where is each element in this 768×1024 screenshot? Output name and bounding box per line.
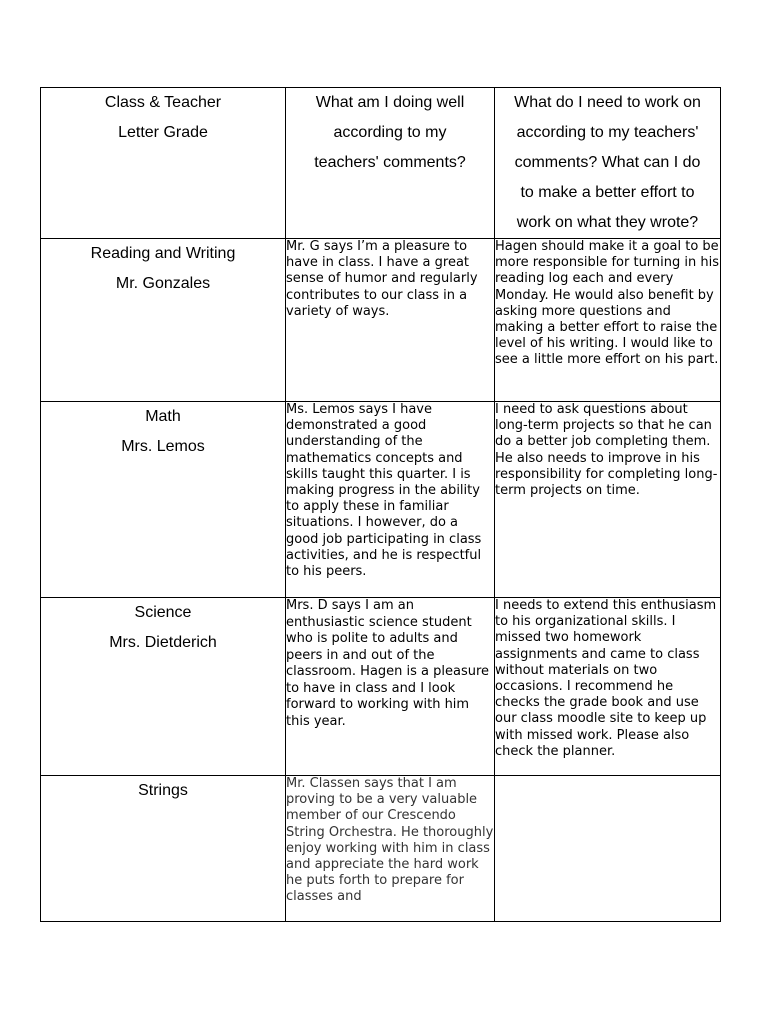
header-class-teacher-line: Class & Teacher (104, 94, 222, 111)
work-on-comment: I need to ask questions about long-term projects so that he can do a better job completing them. He also needs to improve in his responsibility for completing long-term projects on time. (495, 402, 721, 598)
subject-cell (41, 239, 286, 402)
header-doing-well (286, 88, 495, 239)
header-class-teacher (41, 88, 286, 239)
work-on-comment (495, 776, 721, 922)
doing-well-comment: Mrs. D says I am an enthusiastic science student who is polite to adults and peers in and out of the classroom. Hagen is a pleasure to have in class and I look forward to working with him this year. (286, 598, 495, 776)
header-work-on-line-1: What do I need to work on (514, 94, 701, 111)
subject-name: Math (145, 408, 181, 425)
work-on-comment: Hagen should make it a goal to be more responsible for turning in his reading log each and every Monday. He would also benefit by asking more questions and making a better effort to raise the level of his writing. I would like to see a little more effort on his part. (495, 239, 721, 402)
subject-cell (41, 598, 286, 776)
subject-name: Reading and Writing (90, 245, 236, 262)
header-work-on-line-4: to make a better effort to (520, 184, 695, 201)
header-doing-well-line-3: teachers' comments? (314, 154, 466, 171)
doing-well-comment: Mr. Classen says that I am proving to be a very valuable member of our Crescendo String Orchestra. He thoroughly enjoy working with him in class and appreciate the hard work he puts forth to prepare for classes and (286, 776, 495, 922)
header-work-on-line-2: according to my teachers' (516, 124, 699, 141)
table-row (41, 239, 721, 402)
header-row (41, 88, 721, 239)
header-letter-grade-line: Letter Grade (118, 124, 208, 141)
table-row (41, 402, 721, 598)
header-work-on-line-5: work on what they wrote? (516, 214, 699, 231)
doing-well-comment: Ms. Lemos says I have demonstrated a good understanding of the mathematics concepts and skills taught this quarter. I is making progress in the ability to apply these in familiar situations. I however, do a good job participating in class activities, and he is respectful to his peers. (286, 402, 495, 598)
header-doing-well-line-1: What am I doing well (315, 94, 465, 111)
teacher-name: Mr. Gonzales (115, 275, 211, 292)
doing-well-comment: Mr. G says I’m a pleasure to have in class. I have a great sense of humor and regularly contributes to our class in a variety of ways. (286, 239, 495, 402)
table-row (41, 776, 721, 922)
teacher-name: Mrs. Dietderich (109, 634, 217, 651)
table-row (41, 598, 721, 776)
header-doing-well-line-2: according to my (333, 124, 447, 141)
header-work-on-line-3: comments? What can I do (514, 154, 701, 171)
header-work-on (495, 88, 721, 239)
subject-cell (41, 776, 286, 922)
teacher-name: Mrs. Lemos (121, 438, 205, 455)
subject-name: Strings (138, 782, 188, 799)
report-reflection-table (40, 87, 721, 922)
subject-cell (41, 402, 286, 598)
work-on-comment: I needs to extend this enthusiasm to his organizational skills. I missed two homework assignments and came to class without materials on two occasions. I recommend he checks the grade book and use our class moodle site to keep up with missed work. Please also check the planner. (495, 598, 721, 776)
subject-name: Science (134, 604, 192, 621)
